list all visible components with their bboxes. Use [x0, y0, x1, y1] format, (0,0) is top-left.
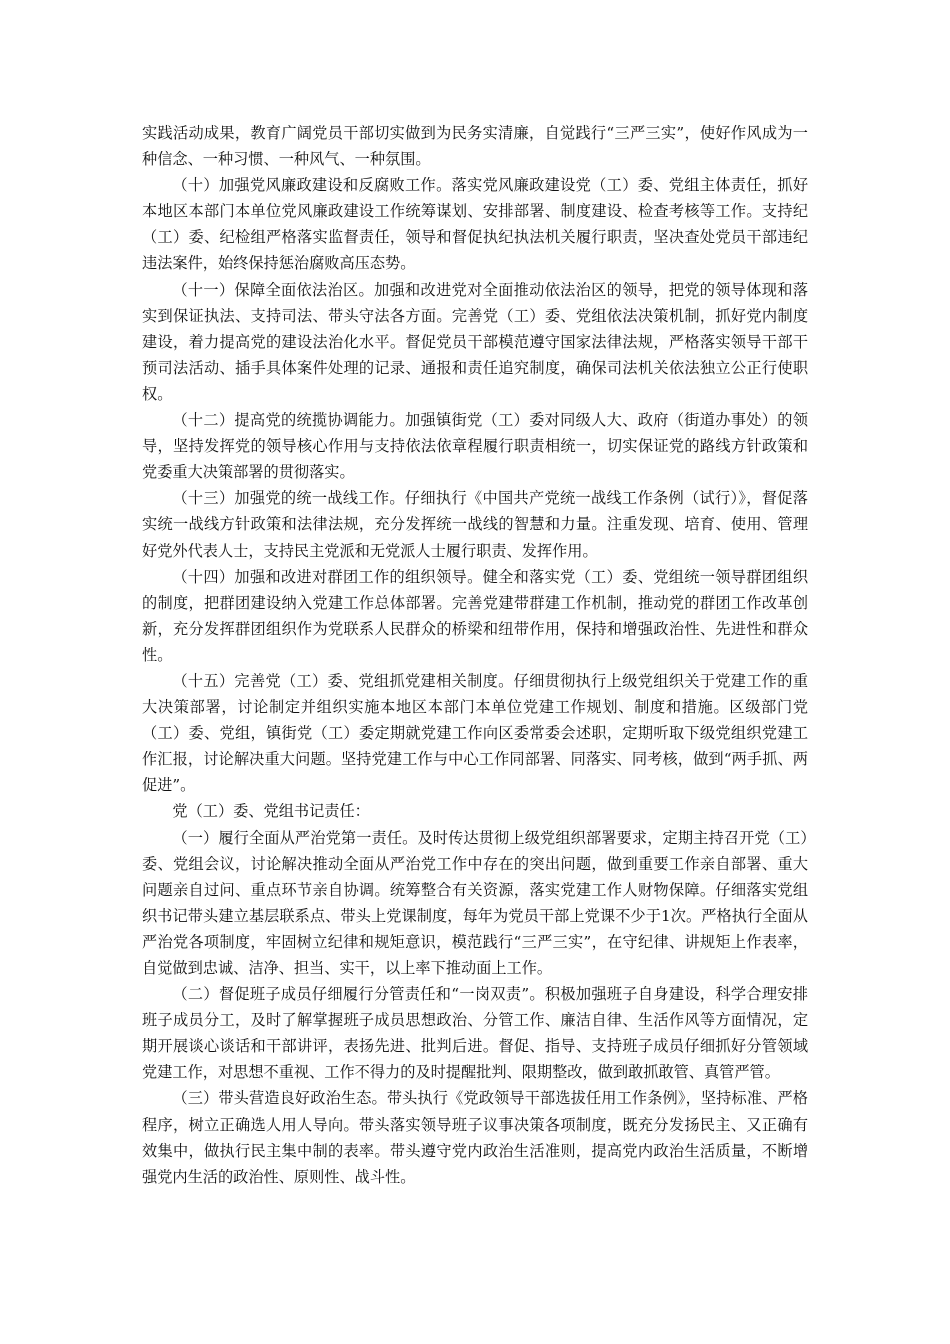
paragraph-section-10: （十）加强党风廉政建设和反腐败工作。落实党风廉政建设党（工）委、党组主体责任，抓好本地区本部门本单位党风廉政建设工作统筹谋划、安排部署、制度建设、检查考核等工作。支持纪（工）委、纪检组严格落实监督责任，领导和督促执纪执法机关履行职责，坚决查处党员干部违纪违法案件，始终保持惩治腐败高压态势。 — [142, 176, 808, 273]
paragraph-secretary-heading: 党（工）委、党组书记责任： — [172, 802, 370, 821]
paragraph-continuation: 实践活动成果，教育广阔党员干部切实做到为民务实清廉，自觉践行“三严三实”，使好作风成为一种信念、一种习惯、一种风气、一种氛围。 — [142, 124, 808, 169]
paragraph-section-13: （十三）加强党的统一战线工作。仔细执行《中国共产党统一战线工作条例（试行）》，督促落实统一战线方针政策和法律法规，充分发挥统一战线的智慧和力量。注重发现、培育、使用、管理好党外代表人士，支持民主党派和无党派人士履行职责、发挥作用。 — [142, 489, 808, 560]
paragraph-secretary-3: （三）带头营造良好政治生态。带头执行《党政领导干部选拔任用工作条例》，坚持标准、严格程序，树立正确选人用人导向。带头落实领导班子议事决策各项制度，既充分发扬民主、又正确有效集中，做执行民主集中制的表率。带头遵守党内政治生活准则，提高党内政治生活质量，不断增强党内生活的政治性、原则性、战斗性。 — [142, 1089, 808, 1186]
paragraph-section-15: （十五）完善党（工）委、党组抓党建相关制度。仔细贯彻执行上级党组织关于党建工作的重大决策部署，讨论制定并组织实施本地区本部门本单位党建工作规划、制度和措施。区级部门党（工）委、党组，镇街党（工）委定期就党建工作向区委常委会述职，定期听取下级党组织党建工作汇报，讨论解决重大问题。坚持党建工作与中心工作同部署、同落实、同考核，做到“两手抓、两促进”。 — [142, 671, 808, 795]
paragraph-section-11: （十一）保障全面依法治区。加强和改进党对全面推动依法治区的领导，把党的领导体现和落实到保证执法、支持司法、带头守法各方面。完善党（工）委、党组依法决策机制，抓好党内制度建设，着力提高党的建设法治化水平。督促党员干部模范遵守国家法律法规，严格落实领导干部干预司法活动、插手具体案件处理的记录、通报和责任追究制度，确保司法机关依法独立公正行使职权。 — [142, 280, 808, 403]
paragraph-section-14: （十四）加强和改进对群团工作的组织领导。健全和落实党（工）委、党组统一领导群团组织的制度，把群团建设纳入党建工作总体部署。完善党建带群建工作机制，推动党的群团工作改革创新，充分发挥群团组织作为党联系人民群众的桥梁和纽带作用，保持和增强政治性、先进性和群众性。 — [142, 567, 808, 664]
paragraph-secretary-1: （一）履行全面从严治党第一责任。及时传达贯彻上级党组织部署要求，定期主持召开党（工）委、党组会议，讨论解决推动全面从严治党工作中存在的突出问题，做到重要工作亲自部署、重大问题亲自过问、重点环节亲自协调。统筹整合有关资源，落实党建工作人财物保障。仔细落实党组织书记带头建立基层联系点、带头上党课制度，每年为党员干部上党课不少于1次。严格执行全面从严治党各项制度，牢固树立纪律和规矩意识，模范践行“三严三实”，在守纪律、讲规矩上作表率，自觉做到忠诚、洁净、担当、实干，以上率下推动面上工作。 — [142, 828, 808, 977]
paragraph-secretary-2: （二）督促班子成员仔细履行分管责任和“一岗双责”。积极加强班子自身建设，科学合理安排班子成员分工，及时了解掌握班子成员思想政治、分管工作、廉洁自律、生活作风等方面情况，定期开展谈心谈话和干部讲评，表扬先进、批判后进。督促、指导、支持班子成员仔细抓好分管领域党建工作，对思想不重视、工作不得力的及时提醒批判、限期整改，做到敢抓敢管、真管严管。 — [142, 985, 808, 1082]
paragraph-section-12: （十二）提高党的统揽协调能力。加强镇街党（工）委对同级人大、政府（街道办事处）的领导，坚持发挥党的领导核心作用与支持依法依章程履行职责相统一，切实保证党的路线方针政策和党委重大决策部署的贯彻落实。 — [142, 411, 808, 482]
document-body — [142, 120, 808, 1190]
